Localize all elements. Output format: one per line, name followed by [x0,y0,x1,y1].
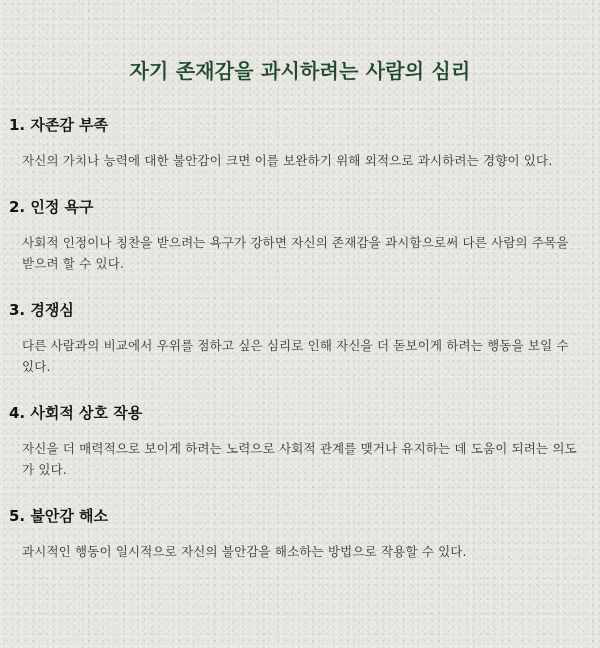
section-heading: 5. 불안감 해소 [9,507,109,525]
section-social-interaction [0,403,600,480]
section-self-esteem [0,115,600,171]
section-body: 사회적 인정이나 칭찬을 받으려는 욕구가 강하면 자신의 존재감을 과시함으로써 다른 사람의 주목을 받으려 할 수 있다. [22,235,569,271]
section-body: 자신의 가치나 능력에 대한 불안감이 크면 이를 보완하기 위해 외적으로 과시하려는 경향이 있다. [22,153,553,168]
section-anxiety-relief [0,506,600,562]
page-title: 자기 존재감을 과시하려는 사람의 심리 [129,59,471,83]
section-list [0,115,600,562]
section-competition [0,300,600,377]
section-heading: 4. 사회적 상호 작용 [9,404,143,422]
section-body: 과시적인 행동이 일시적으로 자신의 불안감을 해소하는 방법으로 작용할 수 있다. [22,544,467,559]
section-body: 자신을 더 매력적으로 보이게 하려는 노력으로 사회적 관계를 맺거나 유지하는 데 도움이 되려는 의도가 있다. [22,441,577,477]
section-heading: 3. 경쟁심 [9,301,74,319]
section-body: 다른 사람과의 비교에서 우위를 점하고 싶은 심리로 인해 자신을 더 돋보이게 하려는 행동을 보일 수 있다. [22,338,569,374]
section-heading: 1. 자존감 부족 [9,116,109,134]
section-heading: 2. 인정 욕구 [9,198,94,216]
section-recognition [0,197,600,274]
